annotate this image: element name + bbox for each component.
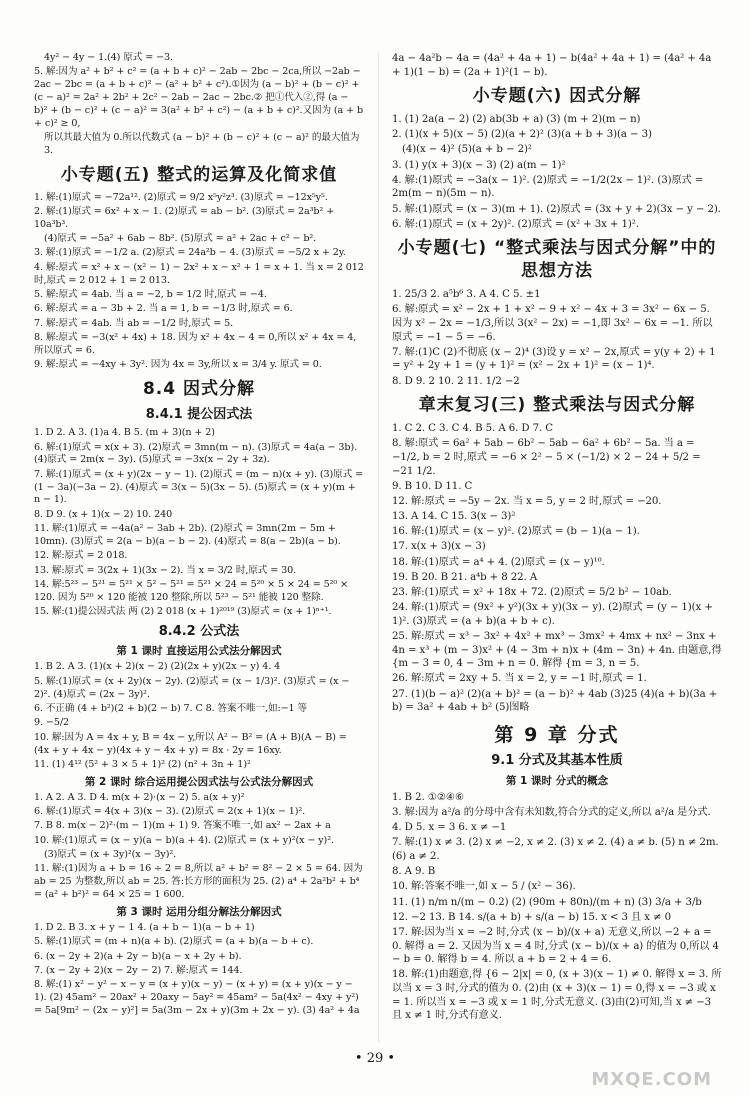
answer-line: 1. B 2. A 3. (1)(x + 2)(x − 2) (2)(2x + y)(2x − y) 4. 4 [34,661,281,673]
answer-line: 8. D 9. 2 10. 2 11. 1/2 −2 [392,375,520,387]
answer-line: 24. 解:(1)原式 = (9x² + y²)(3x + y)(3x − y). (2)原式 = (y − 1)(x + 1)². (3)原式 = (a + b)(a + b + c). [392,602,713,627]
answer-line: 6. 解:(1)原式 = x(x + 3). (2)原式 = 3mn(m − n). (3)原式 = 4a(a − 3b). (4)原式 = 2m(x − 3y). (5)原式 = −3x(x − 2y + 3z). [34,441,358,466]
answer-line: 18. 解:(1)原式 = a⁴ + 4. (2)原式 = (x − y)¹⁰. [392,556,605,568]
answer-line: 5. 解:原式 = 4ab. 当 a = −2, b = 1/2 时,原式 = −4. [34,288,267,300]
answer-line: 3. 解:因为 a²/a 的分母中含有未知数,符合分式的定义,所以 a²/a 是分式. [392,807,711,819]
answer-line: 23. 解:(1)原式 = x² + 18x + 72. (2)原式 = 5/2 b² − 10ab. [392,586,672,598]
answer-line: 8. 解:(1) x² − y² − x − y = (x + y)(x − y) − (x + y) = (x + y)(x − y − 1). (2) 45am² − 20ax² + 20axy − 5ay² = 45am² − 5a(4x² − 4xy + y²) = 5a[9m² − (2x − y)²] = 5a(3m − 2x + y)(3m + 2x − y). (3) 4a² + 4a [34,979,360,1017]
answer-line: 12. 解:原式 = −5y − 2x. 当 x = 5, y = 2 时,原式 = −20. [392,495,662,507]
answer-line: 13. 解:原式 = 3(2x + 1)(3x − 2). 当 x = 3/2 时,原式 = 30. [34,564,297,576]
answer-line: 7. 解:原式 = 4ab. 当 ab = −1/2 时,原式 = 5. [34,317,234,329]
section-heading: 小专题(五) 整式的运算及化简求值 [60,164,338,185]
answer-line: 1. D 2. B 3. x + y − 1 4. (a + b − 1)(a − b + 1) [34,922,255,934]
answer-line: 4. 解:原式 = x² + x − (x² − 1) − 2x² + x − x² + 1 = x + 1. 当 x = 2 012 时,原式 = 2 012 + 1 = 2 013. [34,261,364,286]
answer-line: 1. (1) 2a(a − 2) (2) ab(3b + a) (3) (m + 2)(m − n) [392,114,641,126]
lesson-heading: 第 3 课时 运用分组分解法分解因式 [116,906,282,918]
answer-line: 10. 解:(1)原式 = (x − y)(a − b)(a + 4). (2)原式 = (x + y)²(x − y)². [34,834,334,846]
lesson-heading: 第 1 课时 分式的概念 [505,774,609,787]
answer-line: 15. 解:(1)提公因式法 两 (2) 2 018 (x + 1)²⁰¹⁹ (3)原式 = (x + 1)ⁿ⁺¹. [34,606,332,618]
lesson-heading: 第 2 课时 综合运用提公因式法与公式法分解因式 [84,775,314,788]
answer-line: 6. 解:原式 = x² − 2x + 1 + x² − 9 + x² − 4x + 3 = 3x² − 6x − 5. 因为 x² − 2x = −1/3,所以 3(x² − 2x) = −1,即 3x² − 6x = −1. 所以原式 = −1 − 5 = −6. [392,304,713,343]
right-column [392,52,722,1025]
answer-line: (3)原式 = (x + 3y)²(x − 3y)². [44,849,177,861]
answer-line: 1. A 2. A 3. D 4. m(x + 2)·(x − 2) 5. a(x + y)² [34,791,245,803]
answer-line: 5. 解:(1)原式 = (x − 3)(m + 1). (2)原式 = (3x + y + 2)(3x − y − 2). [392,203,721,215]
section-heading: 章末复习(三) 整式乘法与因式分解 [418,395,696,416]
column-divider [378,52,379,1042]
left-column [34,52,364,1019]
answer-line: 6. 不正确 (4 + b²)(2 + b)(2 − b) 7. C 8. 答案不唯一,如:−1 等 [34,702,307,714]
section-heading: 8.4 因式分解 [142,378,256,399]
subsection-heading: 9.1 分式及其基本性质 [491,753,623,769]
answer-line: 27. (1)(b − a)² (2)(a + b)² = (a − b)² + 4ab (3)25 (4)(a + b)(3a + b) = 3a² + 4ab + b² (5)图略 [392,688,718,714]
answer-line: 16. 解:(1)原式 = (x − y)². (2)原式 = (b − 1)(a − 1). [392,526,640,538]
answer-line: 18. 解:(1)由题意,得 {6 − 2|x| = 0, (x + 3)(x − 1) ≠ 0. 解得 x = 3. 所以当 x = 3 时,分式的值为 0. (2)由 (x + 3)(x − 1) = 0,得 x = −3 或 x = 1. 所以当 x = −3 或 x = 1 时,分式无意义. (3)由(2)可知,当 x ≠ −3 且 x ≠ 1 时,分式有意义. [392,969,722,1022]
answer-line: 12. −2 13. B 14. s/(a + b) + s/(a − b) 15. x < 3 且 x ≠ 0 [392,911,671,923]
answer-line: 12. 解:原式 = 2 018. [34,550,128,562]
answer-line: 2. (1)(x + 5)(x − 5) (2)(a + 2)² (3)(a + b + 3)(a − 3) [392,129,652,141]
answer-line: 10. 解:因为 A = 4x + y, B = 4x − y,所以 A² − B² = (A + B)(A − B) = (4x + y + 4x − y)(4x + y − 4x + y) = 8x · 2y = 16xy. [34,731,347,756]
answer-line: 1. C 2. C 3. C 4. B 5. A 6. D 7. C [392,422,553,434]
answer-line: 1. 25/3 2. a⁵b⁶ 3. A 4. C 5. ±1 [392,289,541,301]
answer-line: 8. 解:原式 = 6a² + 5ab − 6b² − 5ab − 6a² + 6b² − 5a. 当 a = −1/2, b = 2 时,原式 = −6 × 2² − 5 × (−1/2) × 2 − 24 + 5/2 = −21 1/2. [392,438,701,477]
answer-line: 1. B 2. ①②④⑥ [392,791,464,803]
answer-line: 4y² − 4y − 1.(4) 原式 = −3. [44,52,173,63]
answer-line: 4. 解:(1)原式 = −3a(x − 1)². (2)原式 = −1/2(2x − 1)². (3)原式 = 2m(m − n)(5m − n). [392,174,704,200]
answer-line: 1. 解:(1)原式 = −72a¹². (2)原式 = 9/2 x⁵y²z³. (3)原式 = −12x⁵y⁵. [34,191,328,203]
section-heading: 小专题(六) 因式分解 [472,86,642,107]
chapter-heading: 第 9 章 分式 [494,723,620,746]
answer-line: 26. 解:原式 = 2xy + 5. 当 x = 2, y = −1 时,原式 = 1. [392,673,647,685]
answer-line: 4. D 5. x = 3 6. x ≠ −1 [392,822,507,834]
answer-line: 5. 解:(1)原式 = (x + 2y)(x − 2y). (2)原式 = (x − 1/3)². (3)原式 = (x − 2)². (4)原式 = (2x − 3y)². [34,675,350,700]
answer-line: 7. B 8. m(x − 2)²·(m − 1)(m + 1) 9. 答案不唯一,如 ax² − 2ax + a [34,820,331,832]
answer-line: 11. 解:(1)原式 = −4a(a² − 3ab + 2b). (2)原式 = 3mn(2m − 5m + 10mn). (3)原式 = 2(a − b)(a − b − 2). (4)原式 = 8(a − 2b)(a − b). [34,523,341,547]
lesson-heading: 第 1 课时 直接运用公式法分解因式 [116,645,282,658]
answer-line: 19. B 20. B 21. a⁴b + 8 22. A [392,571,538,583]
answer-line: 4a − 4a²b − 4a = (4a² + 4a + 1) − b(4a² + 4a + 1) = (4a² + 4a + 1)(1 − b) = (2a + 1)²(1 − b). [392,53,712,78]
answer-line: 25. 解:原式 = x³ − 3x² + 4x² + mx³ − 3mx² + 4mx + nx² − 3nx + 4n = x³ + (m − 3)x² + (4 − 3m + n)x + (4m − 3n) + 4n. 由题意,得 {m − 3 = 0, 4 − 3m + n = 0. 解得 {m = 3, n = 5. [392,630,722,670]
answer-line: (4)原式 = −5a² + 6ab − 8b². (5)原式 = a² + 2ac + c² − b². [44,233,317,245]
answer-line: 17. 解:因为当 x = −2 时,分式 (x − b)/(x + a) 无意义,所以 −2 + a = 0. 解得 a = 2. 又因为当 x = 4 时,分式 (x − b)/(x + a) 的值为 0,所以 4 − b = 0. 解得 b = 4. 所以 a + b = 2 + 4 = 6. [392,926,719,966]
answer-line: 6. 解:原式 = a − 3b + 2. 当 a = 1, b = −1/3 时,原式 = 6. [34,303,293,315]
answer-line: 6. 解:(1)原式 = (x + 2y)². (2)原式 = (x² + 3x + 1)². [392,218,639,230]
answer-line: 6. 解:(1)原式 = 4(x + 3)(x − 3). (2)原式 = 2(x + 1)(x − 1)². [34,806,306,818]
answer-line: 9. B 10. D 11. C [392,480,473,492]
answer-line: 8. A 9. B [392,866,436,878]
page-number: • 29 • [354,1051,396,1066]
answer-line: 8. D 9. (x + 1)(x − 2) 10. 240 [34,508,173,520]
answer-line: 7. 解:(1)原式 = (x + y)(2x − y − 1). (2)原式 = (m − n)(x + y). (3)原式 = (1 − 3a)(−3a − 2). (4)原式 = 3(x − 5)(3x − 5). (5)原式 = (x + y)(m + n − 1). [34,468,364,506]
answer-line: 17. x(x + 3)(x − 3) [392,541,486,553]
answer-line: 1. D 2. A 3. (1)a 4. B 5. (m + 3)(n + 2) [34,427,215,439]
answer-line: 8. 解:原式 = −3(x² + 4x) + 18. 因为 x² + 4x − 4 = 0,所以 x² + 4x = 4,所以原式 = 6. [34,331,357,356]
answer-line: 13. A 14. C 15. 3(x − 3)² [392,511,516,523]
answer-line: 7. 解:(1)C (2)不彻底 (x − 2)⁴ (3)设 y = x² − 2x,原式 = y(y + 2) + 1 = y² + 2y + 1 = (y + 1)² = (x² − 2x + 1)² = (x − 1)⁴. [392,346,716,372]
answer-line: 2. 解:(1)原式 = 6x² + x − 1. (2)原式 = ab − b². (3)原式 = 2a³b² + 10a³b³. [34,205,335,230]
answer-line: 3. (1) y(x + 3)(x − 3) (2) a(m − 1)² [392,159,566,171]
answer-line: 6. (x − 2y + 2)(a + 2y − b)(a − x + 2y + b). [34,950,242,962]
answer-line: 14. 解:5²³ − 5²¹ = 5²¹ × 5² − 5²¹ = 5²¹ × 24 = 5²⁰ × 5 × 24 = 5²⁰ × 120. 因为 5²⁰ × 120 能被 120 整除,所以 5²³ − 5²¹ 能被 120 整除. [34,578,349,603]
answer-line: 5. 解:因为 a² + b² + c² = (a + b + c)² − 2ab − 2bc − 2ca,所以 −2ab − 2ac − 2bc = (a + b + c)² − (a² + b² + c²).①因为 (a − b)² + (b − c)² + (c − a)² = 2a² + 2b² + 2c² − 2ab − 2ac − 2bc.② 把①代入②,得 (a − b)² + (b − c)² + (c − a)² = 3(a² + b² + c²) − (a + b + c)².又因为 (a + b + c)² ≥ 0, [34,66,364,129]
answer-line: 3. 解:(1)原式 = −1/2 a. (2)原式 = 24a²b − 4. (3)原式 = −5/2 x + 2y. [34,247,346,259]
answer-line: 10. 解:答案不唯一,如 x − 5 / (x² − 36). [392,881,576,893]
section-heading: 小专题(七) “整式乘法与因式分解”中的思想方法 [397,238,717,282]
answer-line: 7. 解:(1) x ≠ 3. (2) x ≠ −2, x ≠ 2. (3) x ≠ 2. (4) a ≠ b. (5) n ≠ 2m. (6) a ≠ 2. [392,837,719,863]
answer-line: 5. 解:(1)原式 = (m + n)(a + b). (2)原式 = (a + b)(a − b + c). [34,936,314,948]
watermark-logo: MXQE.COM [591,1069,712,1090]
answer-line: 9. 解:原式 = −4xy + 3y². 因为 4x = 3y,所以 x = 3/4 y. 原式 = 0. [34,359,322,371]
answer-line: 7. (x − 2y + 2)(x − 2y − 2) 7. 解:原式 = 144. [34,965,243,977]
answer-line: 11. 解:(1)因为 a + b = 16 ÷ 2 = 8,所以 a² + b² = 8² − 2 × 5 = 64. 因为 ab = 25 为整数,所以 ab = 25. 答:长方形的面积为 25. (2) a⁴ + 2a²b² + b⁴ = (a² + b²)² = 64 × 25 = 1 600. [34,863,363,901]
answer-line: 所以其最大值为 0.所以代数式 (a − b)² + (b − c)² + (c − a)² 的最大值为 3. [44,132,360,156]
answer-line: 9. −5/2 [34,717,69,729]
answer-line: 11. (1) n/m n/(m − 0.2) (2) (90m + 80n)/(m + n) (3) 3/a + 3/b [392,896,702,908]
answer-line: (4)(x − 4)² (5)(a + b − 2)² [402,144,532,156]
answer-line: 11. (1) 4¹² (5² + 3 × 5 + 1)² (2) (n² + 3n + 1)² [34,758,251,770]
subsection-heading: 8.4.1 提公因式法 [145,406,253,422]
subsection-heading: 8.4.2 公式法 [158,623,240,639]
